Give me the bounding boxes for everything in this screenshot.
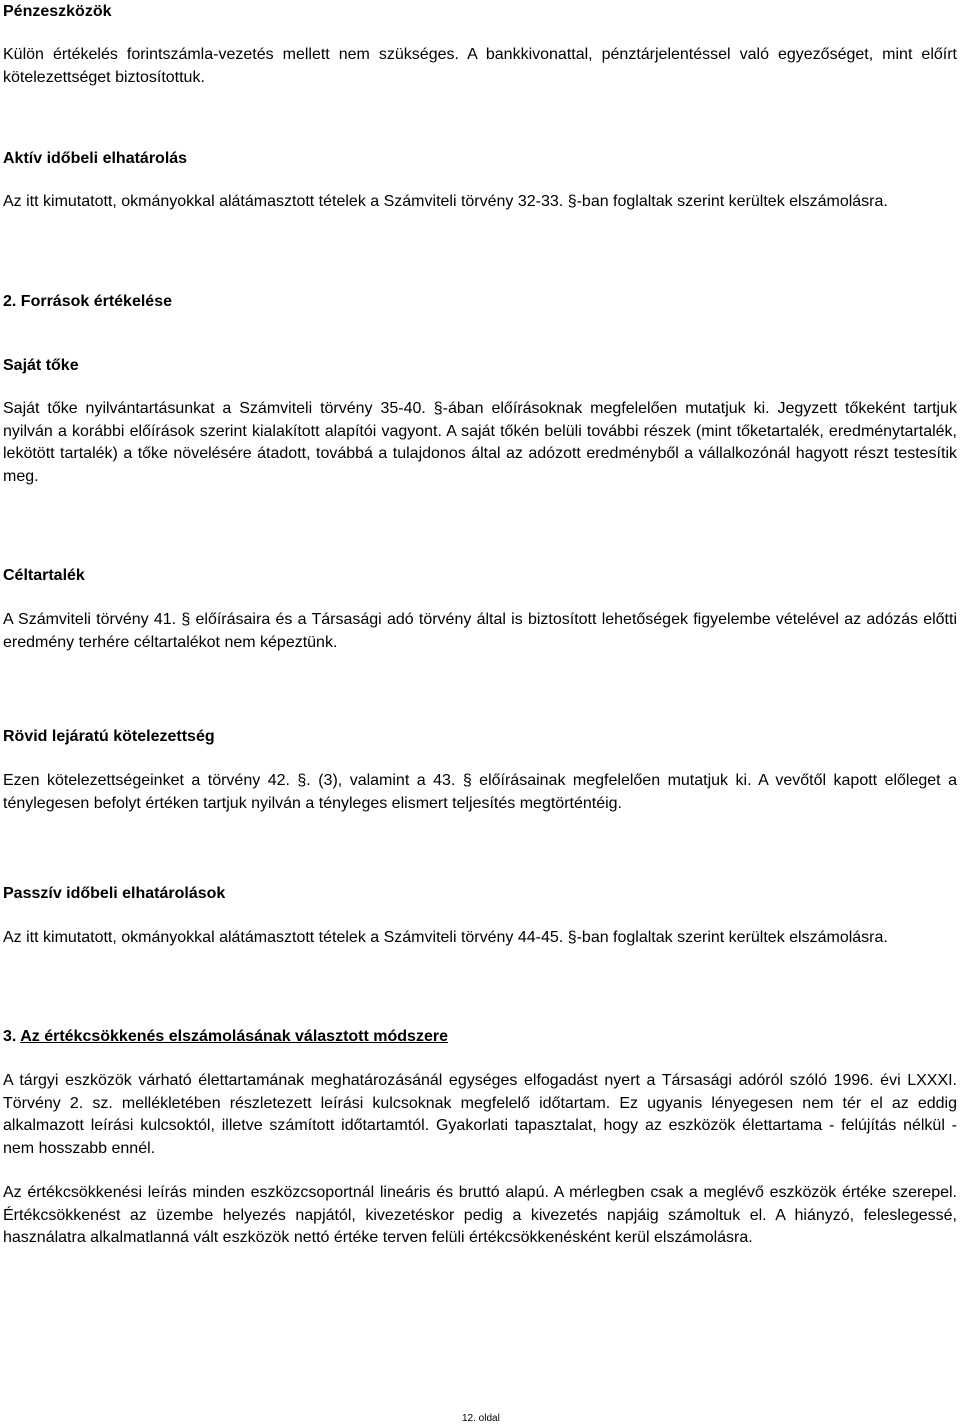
- heading-celtartalek: Céltartalék: [3, 567, 85, 584]
- heading-sajat-toke: Saját tőke: [3, 357, 79, 374]
- paragraph-ertekcsokkenes-2: Az értékcsökkenési leírás minden eszközcsoportnál lineáris és bruttó alapú. A mérlegben csak a meglévő eszközök értéke szerepel. Értékcsökkenést az üzembe helyezés napjától, kivezetéskor pedig a kivezetés napjáig számoltuk el. A hiányzó, feleslegessé, használatra alkalmatlanná vált eszközök nettó értéke terven felüli értékcsökkenésként kerül elszámolásra.: [3, 1184, 957, 1246]
- heading-aktiv-idobeli-elhatarolas: Aktív időbeli elhatárolás: [3, 150, 188, 167]
- paragraph-passziv-idobeli-elhatarolasok: Az itt kimutatott, okmányokkal alátámasztott tételek a Számviteli törvény 44-45. §-ban foglaltak szerint kerültek elszámolásra.: [3, 929, 888, 946]
- heading-penzeszkozok: Pénzeszközök: [3, 3, 112, 20]
- heading-ertekcsokkenes: [3, 1026, 957, 1048]
- paragraph-sajat-toke: Saját tőke nyilvántartásunkat a Számviteli törvény 35-40. §-ában előírásoknak megfelelően mutatjuk ki. Jegyzett tőkeként tartjuk nyilván a korábbi előírások szerint kialakított alapítói vagyont. A saját tőkén belüli további részek (mint tőketartalék, eredménytartalék, lekötött tartalék) a tőke növelésére átadott, továbbá a tulajdonos által az adózott eredményből a vállalkozónál hagyott részt testesítik meg.: [3, 400, 957, 485]
- paragraph-aktiv-idobeli-elhatarolas: Az itt kimutatott, okmányokkal alátámasztott tételek a Számviteli törvény 32-33. §-ban foglaltak szerint kerültek elszámolásra.: [3, 193, 888, 210]
- paragraph-rovid-lejaratu-kotelezettseg: Ezen kötelezettségeinket a törvény 42. §. (3), valamint a 43. § előírásainak megfelelően mutatjuk ki. A vevőtől kapott előleget a ténylegesen befolyt értéken tartjuk nyilván a tényleges elismert teljesítés megtörténtéig.: [3, 772, 957, 812]
- heading-number: 3.: [3, 1028, 17, 1045]
- heading-forrasok-ertekelese: 2. Források értékelése: [3, 293, 172, 310]
- page-number: 12. oldal: [462, 1413, 500, 1424]
- paragraph-penzeszkozok: Külön értékelés forintszámla-vezetés mellett nem szükséges. A bankkivonattal, pénztárjelentéssel való egyezőséget, mint előírt kötelezettséget biztosítottuk.: [3, 46, 957, 86]
- paragraph-celtartalek: A Számviteli törvény 41. § előírásaira és a Társasági adó törvény által is biztosított lehetőségek figyelembe vételével az adózás előtti eredmény terhére céltartalékot nem képeztünk.: [3, 611, 957, 651]
- heading-passziv-idobeli-elhatarolasok: Passzív időbeli elhatárolások: [3, 885, 226, 902]
- heading-ertekcsokkenes-title: Az értékcsökkenés elszámolásának választott módszere: [20, 1028, 448, 1045]
- paragraph-ertekcsokkenes-1: A tárgyi eszközök várható élettartamának meghatározásánál egységes elfogadást nyert a Társasági adóról szóló 1996. évi LXXXI. Törvény 2. sz. mellékletében részletezett leírási kulcsoknak megfelelő időtartam. Ez ugyanis lényegesen nem tér el az eddig alkalmazott leírási kulcsoktól, illetve számított időtartamtól. Gyakorlati tapasztalat, hogy az eszközök élettartama - felújítás nélkül - nem hosszabb ennél.: [3, 1072, 957, 1157]
- heading-rovid-lejaratu-kotelezettseg: Rövid lejáratú kötelezettség: [3, 728, 215, 745]
